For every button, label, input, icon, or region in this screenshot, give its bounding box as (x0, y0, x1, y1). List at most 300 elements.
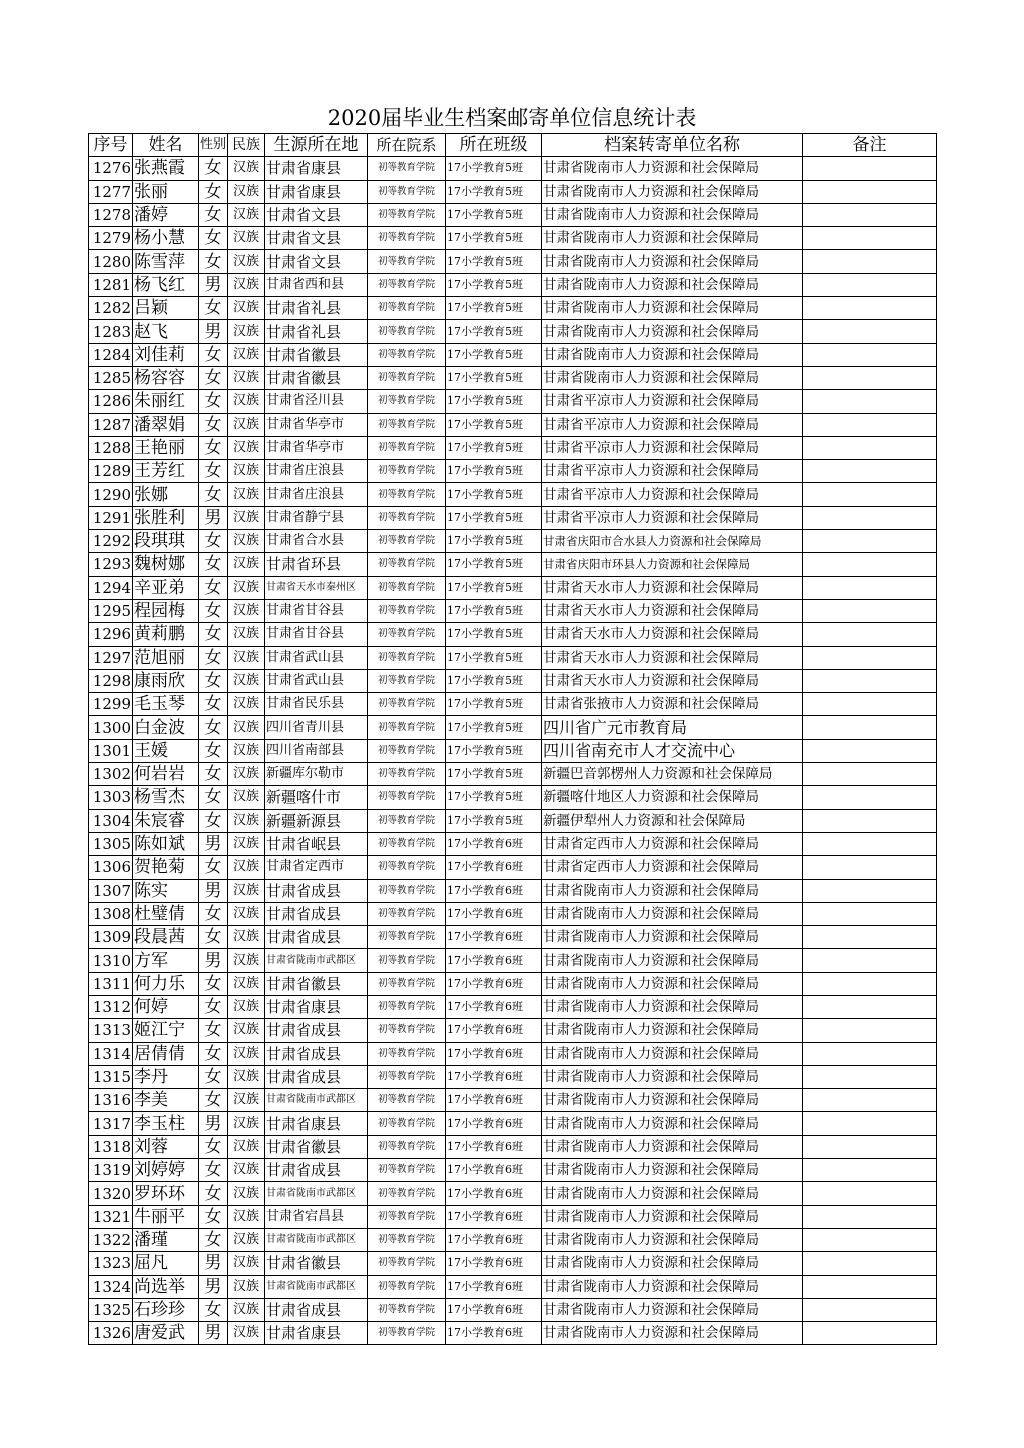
graduate-archive-table (88, 133, 937, 1345)
name-cell: 黄莉鹏 (133, 623, 199, 646)
remarks-cell (803, 1275, 937, 1298)
seq-cell: 1314 (89, 1042, 133, 1065)
archive-unit-cell: 甘肃省陇南市人力资源和社会保障局 (542, 1112, 803, 1135)
seq-cell: 1293 (89, 553, 133, 576)
archive-unit-cell: 甘肃省庆阳市环县人力资源和社会保障局 (542, 553, 803, 576)
archive-unit-cell: 甘肃省天水市人力资源和社会保障局 (542, 599, 803, 622)
ethnicity-cell: 汉族 (228, 623, 265, 646)
seq-cell: 1289 (89, 460, 133, 483)
table-row (89, 763, 937, 786)
archive-unit-cell: 甘肃省陇南市人力资源和社会保障局 (542, 366, 803, 389)
sex-cell: 女 (199, 809, 228, 832)
table-row (89, 1089, 937, 1112)
ethnicity-cell: 汉族 (228, 576, 265, 599)
table-row (89, 623, 937, 646)
seq-cell: 1320 (89, 1182, 133, 1205)
origin-cell: 甘肃省徽县 (265, 366, 368, 389)
seq-cell: 1315 (89, 1065, 133, 1088)
origin-cell: 甘肃省武山县 (265, 669, 368, 692)
name-cell: 李玉柱 (133, 1112, 199, 1135)
archive-unit-cell: 甘肃省陇南市人力资源和社会保障局 (542, 995, 803, 1018)
remarks-cell (803, 809, 937, 832)
department-cell: 初等教育学院 (368, 227, 446, 250)
department-cell: 初等教育学院 (368, 530, 446, 553)
department-cell: 初等教育学院 (368, 366, 446, 389)
archive-unit-cell: 甘肃省陇南市人力资源和社会保障局 (542, 1205, 803, 1228)
origin-cell: 甘肃省定西市 (265, 856, 368, 879)
seq-cell: 1286 (89, 390, 133, 413)
class-cell: 17小学教育5班 (446, 739, 542, 762)
department-cell: 初等教育学院 (368, 902, 446, 925)
name-cell: 程园梅 (133, 599, 199, 622)
table-row (89, 716, 937, 739)
class-cell: 17小学教育6班 (446, 1228, 542, 1251)
table-row (89, 297, 937, 320)
archive-unit-cell: 甘肃省陇南市人力资源和社会保障局 (542, 297, 803, 320)
seq-cell: 1282 (89, 297, 133, 320)
department-cell: 初等教育学院 (368, 763, 446, 786)
remarks-cell (803, 436, 937, 459)
header-origin: 生源所在地 (265, 134, 368, 157)
remarks-cell (803, 390, 937, 413)
class-cell: 17小学教育6班 (446, 1275, 542, 1298)
seq-cell: 1295 (89, 599, 133, 622)
ethnicity-cell: 汉族 (228, 1228, 265, 1251)
class-cell: 17小学教育5班 (446, 366, 542, 389)
name-cell: 潘瑾 (133, 1228, 199, 1251)
table-row (89, 157, 937, 180)
archive-unit-cell: 甘肃省陇南市人力资源和社会保障局 (542, 926, 803, 949)
archive-unit-cell: 甘肃省陇南市人力资源和社会保障局 (542, 1182, 803, 1205)
table-row (89, 1252, 937, 1275)
ethnicity-cell: 汉族 (228, 1252, 265, 1275)
department-cell: 初等教育学院 (368, 203, 446, 226)
class-cell: 17小学教育6班 (446, 1182, 542, 1205)
seq-cell: 1308 (89, 902, 133, 925)
department-cell: 初等教育学院 (368, 1019, 446, 1042)
ethnicity-cell: 汉族 (228, 809, 265, 832)
remarks-cell (803, 1322, 937, 1345)
sex-cell: 女 (199, 623, 228, 646)
ethnicity-cell: 汉族 (228, 297, 265, 320)
table-body (89, 157, 937, 1345)
sex-cell: 女 (199, 483, 228, 506)
remarks-cell (803, 623, 937, 646)
class-cell: 17小学教育6班 (446, 1298, 542, 1321)
seq-cell: 1310 (89, 949, 133, 972)
seq-cell: 1278 (89, 203, 133, 226)
origin-cell: 四川省南部县 (265, 739, 368, 762)
department-cell: 初等教育学院 (368, 926, 446, 949)
origin-cell: 甘肃省民乐县 (265, 693, 368, 716)
seq-cell: 1300 (89, 716, 133, 739)
ethnicity-cell: 汉族 (228, 1019, 265, 1042)
name-cell: 方军 (133, 949, 199, 972)
origin-cell: 新疆喀什市 (265, 786, 368, 809)
department-cell: 初等教育学院 (368, 1182, 446, 1205)
remarks-cell (803, 1065, 937, 1088)
department-cell: 初等教育学院 (368, 716, 446, 739)
remarks-cell (803, 483, 937, 506)
department-cell: 初等教育学院 (368, 856, 446, 879)
department-cell: 初等教育学院 (368, 739, 446, 762)
remarks-cell (803, 949, 937, 972)
archive-unit-cell: 甘肃省平凉市人力资源和社会保障局 (542, 506, 803, 529)
class-cell: 17小学教育5班 (446, 460, 542, 483)
origin-cell: 甘肃省成县 (265, 1042, 368, 1065)
department-cell: 初等教育学院 (368, 1322, 446, 1345)
class-cell: 17小学教育6班 (446, 1112, 542, 1135)
table-row (89, 1135, 937, 1158)
archive-unit-cell: 四川省南充市人才交流中心 (542, 739, 803, 762)
class-cell: 17小学教育6班 (446, 1252, 542, 1275)
table-row (89, 530, 937, 553)
table-row (89, 902, 937, 925)
ethnicity-cell: 汉族 (228, 832, 265, 855)
ethnicity-cell: 汉族 (228, 436, 265, 459)
name-cell: 李美 (133, 1089, 199, 1112)
table-row (89, 786, 937, 809)
origin-cell: 甘肃省静宁县 (265, 506, 368, 529)
header-ethnicity: 民族 (228, 134, 265, 157)
sex-cell: 男 (199, 320, 228, 343)
ethnicity-cell: 汉族 (228, 646, 265, 669)
sex-cell: 女 (199, 413, 228, 436)
origin-cell: 四川省青川县 (265, 716, 368, 739)
name-cell: 朱丽红 (133, 390, 199, 413)
class-cell: 17小学教育6班 (446, 995, 542, 1018)
ethnicity-cell: 汉族 (228, 1159, 265, 1182)
ethnicity-cell: 汉族 (228, 530, 265, 553)
sex-cell: 女 (199, 786, 228, 809)
department-cell: 初等教育学院 (368, 1252, 446, 1275)
class-cell: 17小学教育5班 (446, 297, 542, 320)
archive-unit-cell: 甘肃省平凉市人力资源和社会保障局 (542, 483, 803, 506)
name-cell: 段晨茜 (133, 926, 199, 949)
name-cell: 唐爱武 (133, 1322, 199, 1345)
department-cell: 初等教育学院 (368, 949, 446, 972)
department-cell: 初等教育学院 (368, 1042, 446, 1065)
department-cell: 初等教育学院 (368, 506, 446, 529)
remarks-cell (803, 366, 937, 389)
seq-cell: 1287 (89, 413, 133, 436)
department-cell: 初等教育学院 (368, 320, 446, 343)
ethnicity-cell: 汉族 (228, 716, 265, 739)
department-cell: 初等教育学院 (368, 390, 446, 413)
sex-cell: 女 (199, 1298, 228, 1321)
origin-cell: 甘肃省陇南市武都区 (265, 1089, 368, 1112)
seq-cell: 1326 (89, 1322, 133, 1345)
remarks-cell (803, 1112, 937, 1135)
remarks-cell (803, 1089, 937, 1112)
table-row (89, 995, 937, 1018)
sex-cell: 男 (199, 1112, 228, 1135)
ethnicity-cell: 汉族 (228, 1182, 265, 1205)
table-row (89, 1275, 937, 1298)
class-cell: 17小学教育6班 (446, 1205, 542, 1228)
seq-cell: 1306 (89, 856, 133, 879)
sex-cell: 女 (199, 436, 228, 459)
name-cell: 魏树娜 (133, 553, 199, 576)
sex-cell: 男 (199, 506, 228, 529)
table-row (89, 1042, 937, 1065)
class-cell: 17小学教育6班 (446, 949, 542, 972)
name-cell: 杨容容 (133, 366, 199, 389)
class-cell: 17小学教育5班 (446, 646, 542, 669)
header-class: 所在班级 (446, 134, 542, 157)
archive-unit-cell: 甘肃省定西市人力资源和社会保障局 (542, 856, 803, 879)
ethnicity-cell: 汉族 (228, 320, 265, 343)
department-cell: 初等教育学院 (368, 1228, 446, 1251)
remarks-cell (803, 1182, 937, 1205)
department-cell: 初等教育学院 (368, 1135, 446, 1158)
sex-cell: 女 (199, 157, 228, 180)
remarks-cell (803, 157, 937, 180)
sex-cell: 女 (199, 902, 228, 925)
table-row (89, 669, 937, 692)
sex-cell: 女 (199, 390, 228, 413)
class-cell: 17小学教育6班 (446, 902, 542, 925)
class-cell: 17小学教育6班 (446, 1159, 542, 1182)
class-cell: 17小学教育6班 (446, 1135, 542, 1158)
header-name: 姓名 (133, 134, 199, 157)
ethnicity-cell: 汉族 (228, 926, 265, 949)
header-seq: 序号 (89, 134, 133, 157)
class-cell: 17小学教育5班 (446, 250, 542, 273)
name-cell: 刘佳莉 (133, 343, 199, 366)
origin-cell: 甘肃省宕昌县 (265, 1205, 368, 1228)
department-cell: 初等教育学院 (368, 1089, 446, 1112)
origin-cell: 甘肃省陇南市武都区 (265, 1182, 368, 1205)
ethnicity-cell: 汉族 (228, 1065, 265, 1088)
name-cell: 张燕霞 (133, 157, 199, 180)
archive-unit-cell: 甘肃省陇南市人力资源和社会保障局 (542, 343, 803, 366)
origin-cell: 甘肃省礼县 (265, 320, 368, 343)
name-cell: 杨雪杰 (133, 786, 199, 809)
sex-cell: 男 (199, 949, 228, 972)
ethnicity-cell: 汉族 (228, 390, 265, 413)
remarks-cell (803, 786, 937, 809)
table-row (89, 553, 937, 576)
table-row (89, 646, 937, 669)
class-cell: 17小学教育6班 (446, 856, 542, 879)
name-cell: 姬江宁 (133, 1019, 199, 1042)
name-cell: 白金波 (133, 716, 199, 739)
name-cell: 何岩岩 (133, 763, 199, 786)
table-row (89, 926, 937, 949)
table-row (89, 1298, 937, 1321)
archive-unit-cell: 甘肃省陇南市人力资源和社会保障局 (542, 972, 803, 995)
department-cell: 初等教育学院 (368, 436, 446, 459)
department-cell: 初等教育学院 (368, 669, 446, 692)
department-cell: 初等教育学院 (368, 1275, 446, 1298)
class-cell: 17小学教育6班 (446, 1089, 542, 1112)
ethnicity-cell: 汉族 (228, 693, 265, 716)
remarks-cell (803, 669, 937, 692)
ethnicity-cell: 汉族 (228, 949, 265, 972)
sex-cell: 女 (199, 599, 228, 622)
archive-unit-cell: 甘肃省陇南市人力资源和社会保障局 (542, 1065, 803, 1088)
department-cell: 初等教育学院 (368, 599, 446, 622)
origin-cell: 甘肃省成县 (265, 926, 368, 949)
remarks-cell (803, 413, 937, 436)
remarks-cell (803, 926, 937, 949)
name-cell: 屈凡 (133, 1252, 199, 1275)
ethnicity-cell: 汉族 (228, 995, 265, 1018)
remarks-cell (803, 1135, 937, 1158)
class-cell: 17小学教育5班 (446, 553, 542, 576)
origin-cell: 甘肃省徽县 (265, 343, 368, 366)
remarks-cell (803, 180, 937, 203)
table-row (89, 972, 937, 995)
archive-unit-cell: 甘肃省陇南市人力资源和社会保障局 (542, 227, 803, 250)
sex-cell: 女 (199, 250, 228, 273)
remarks-cell (803, 1019, 937, 1042)
remarks-cell (803, 1159, 937, 1182)
name-cell: 陈雪萍 (133, 250, 199, 273)
class-cell: 17小学教育5班 (446, 390, 542, 413)
archive-unit-cell: 甘肃省陇南市人力资源和社会保障局 (542, 1298, 803, 1321)
department-cell: 初等教育学院 (368, 1205, 446, 1228)
table-row (89, 949, 937, 972)
remarks-cell (803, 1228, 937, 1251)
ethnicity-cell: 汉族 (228, 343, 265, 366)
ethnicity-cell: 汉族 (228, 669, 265, 692)
archive-unit-cell: 甘肃省天水市人力资源和社会保障局 (542, 669, 803, 692)
archive-unit-cell: 甘肃省陇南市人力资源和社会保障局 (542, 157, 803, 180)
department-cell: 初等教育学院 (368, 832, 446, 855)
sex-cell: 女 (199, 227, 228, 250)
name-cell: 陈如斌 (133, 832, 199, 855)
sex-cell: 女 (199, 1065, 228, 1088)
ethnicity-cell: 汉族 (228, 856, 265, 879)
remarks-cell (803, 716, 937, 739)
table-row (89, 483, 937, 506)
sex-cell: 女 (199, 972, 228, 995)
sex-cell: 女 (199, 576, 228, 599)
origin-cell: 甘肃省成县 (265, 1019, 368, 1042)
seq-cell: 1305 (89, 832, 133, 855)
archive-unit-cell: 甘肃省陇南市人力资源和社会保障局 (542, 180, 803, 203)
name-cell: 朱宸睿 (133, 809, 199, 832)
archive-unit-cell: 甘肃省陇南市人力资源和社会保障局 (542, 1019, 803, 1042)
archive-unit-cell: 四川省广元市教育局 (542, 716, 803, 739)
class-cell: 17小学教育5班 (446, 669, 542, 692)
ethnicity-cell: 汉族 (228, 250, 265, 273)
department-cell: 初等教育学院 (368, 553, 446, 576)
ethnicity-cell: 汉族 (228, 227, 265, 250)
sex-cell: 女 (199, 1089, 228, 1112)
archive-unit-cell: 甘肃省平凉市人力资源和社会保障局 (542, 390, 803, 413)
table-row (89, 506, 937, 529)
remarks-cell (803, 763, 937, 786)
class-cell: 17小学教育5班 (446, 227, 542, 250)
remarks-cell (803, 227, 937, 250)
table-row (89, 320, 937, 343)
seq-cell: 1296 (89, 623, 133, 646)
department-cell: 初等教育学院 (368, 879, 446, 902)
remarks-cell (803, 343, 937, 366)
remarks-cell (803, 1205, 937, 1228)
department-cell: 初等教育学院 (368, 809, 446, 832)
remarks-cell (803, 553, 937, 576)
department-cell: 初等教育学院 (368, 180, 446, 203)
table-row (89, 436, 937, 459)
name-cell: 石珍珍 (133, 1298, 199, 1321)
archive-unit-cell: 甘肃省平凉市人力资源和社会保障局 (542, 413, 803, 436)
table-row (89, 1228, 937, 1251)
origin-cell: 甘肃省华亭市 (265, 436, 368, 459)
sex-cell: 女 (199, 669, 228, 692)
table-row (89, 460, 937, 483)
seq-cell: 1301 (89, 739, 133, 762)
origin-cell: 甘肃省徽县 (265, 1252, 368, 1275)
seq-cell: 1304 (89, 809, 133, 832)
department-cell: 初等教育学院 (368, 460, 446, 483)
remarks-cell (803, 297, 937, 320)
table-row (89, 366, 937, 389)
table-row (89, 273, 937, 296)
ethnicity-cell: 汉族 (228, 157, 265, 180)
name-cell: 陈实 (133, 879, 199, 902)
remarks-cell (803, 203, 937, 226)
department-cell: 初等教育学院 (368, 343, 446, 366)
table-row (89, 1159, 937, 1182)
class-cell: 17小学教育6班 (446, 1322, 542, 1345)
origin-cell: 甘肃省成县 (265, 1159, 368, 1182)
department-cell: 初等教育学院 (368, 693, 446, 716)
archive-unit-cell: 新疆喀什地区人力资源和社会保障局 (542, 786, 803, 809)
seq-cell: 1281 (89, 273, 133, 296)
name-cell: 辛亚弟 (133, 576, 199, 599)
remarks-cell (803, 273, 937, 296)
sex-cell: 女 (199, 1135, 228, 1158)
seq-cell: 1325 (89, 1298, 133, 1321)
origin-cell: 甘肃省庄浪县 (265, 460, 368, 483)
ethnicity-cell: 汉族 (228, 180, 265, 203)
ethnicity-cell: 汉族 (228, 786, 265, 809)
header-row (89, 134, 937, 157)
name-cell: 段琪琪 (133, 530, 199, 553)
seq-cell: 1321 (89, 1205, 133, 1228)
table-row (89, 227, 937, 250)
origin-cell: 甘肃省西和县 (265, 273, 368, 296)
class-cell: 17小学教育5班 (446, 763, 542, 786)
seq-cell: 1297 (89, 646, 133, 669)
remarks-cell (803, 460, 937, 483)
class-cell: 17小学教育5班 (446, 436, 542, 459)
name-cell: 杨飞红 (133, 273, 199, 296)
seq-cell: 1307 (89, 879, 133, 902)
archive-unit-cell: 甘肃省陇南市人力资源和社会保障局 (542, 879, 803, 902)
sex-cell: 女 (199, 530, 228, 553)
archive-unit-cell: 甘肃省庆阳市合水县人力资源和社会保障局 (542, 530, 803, 553)
name-cell: 张胜利 (133, 506, 199, 529)
table-row (89, 180, 937, 203)
origin-cell: 甘肃省文县 (265, 203, 368, 226)
archive-unit-cell: 甘肃省天水市人力资源和社会保障局 (542, 576, 803, 599)
table-row (89, 599, 937, 622)
table-row (89, 879, 937, 902)
table-row (89, 1065, 937, 1088)
table-row (89, 413, 937, 436)
origin-cell: 甘肃省康县 (265, 995, 368, 1018)
ethnicity-cell: 汉族 (228, 1298, 265, 1321)
class-cell: 17小学教育6班 (446, 972, 542, 995)
table-row (89, 856, 937, 879)
origin-cell: 甘肃省庄浪县 (265, 483, 368, 506)
department-cell: 初等教育学院 (368, 576, 446, 599)
